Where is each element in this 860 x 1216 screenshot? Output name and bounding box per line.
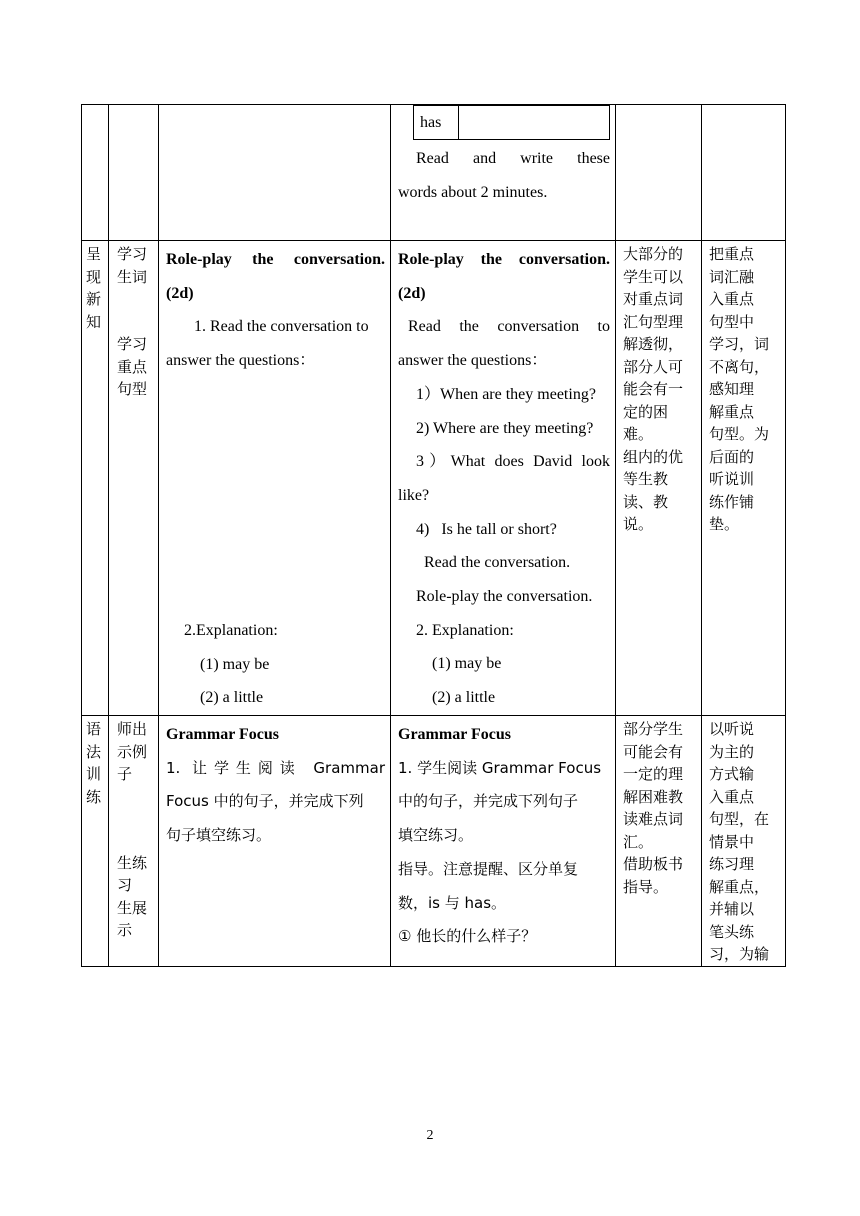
- difficulty-line: 大部分的: [623, 245, 684, 263]
- intent-line: 后面的: [709, 447, 755, 466]
- intent-line: 听说训: [709, 470, 755, 488]
- activity-cell: [109, 241, 159, 716]
- instruction-line: 填空练习。: [398, 826, 474, 845]
- activity-line: 生词: [117, 267, 148, 286]
- difficulty-line: 学生可以: [623, 267, 684, 286]
- activity-line: 生展: [117, 898, 148, 917]
- table-row: [82, 241, 786, 716]
- intent-cell: [702, 716, 786, 967]
- stage-char: 语: [86, 720, 102, 738]
- student-activity-cell: [391, 105, 616, 241]
- difficulty-line: 指导。: [623, 877, 669, 896]
- difficulty-line: 解困难教: [623, 787, 684, 806]
- teacher-activity-cell: [159, 105, 391, 241]
- difficulty-cell: [616, 716, 702, 967]
- explanation-item: (2) a little: [200, 689, 264, 707]
- intent-line: 解重点，: [709, 877, 770, 896]
- activity-line: 师出: [117, 720, 148, 738]
- intent-line: 感知理: [709, 380, 755, 398]
- teacher-activity-cell: [159, 716, 391, 967]
- difficulty-line: 组内的优: [623, 447, 684, 466]
- difficulty-cell: [616, 241, 702, 716]
- inner-cell-empty: [459, 106, 610, 140]
- intent-line: 方式输: [709, 765, 755, 783]
- explanation-item: (1) may be: [432, 655, 502, 673]
- method-line: words about 2 minutes.: [398, 183, 548, 201]
- section-title: (2d): [166, 284, 194, 302]
- question-item: like?: [398, 486, 430, 504]
- method-line: Read and write these: [416, 150, 610, 167]
- intent-line: 为主的: [709, 742, 755, 761]
- intent-line: 情景中: [709, 832, 755, 851]
- difficulty-line: 借助板书: [623, 855, 684, 873]
- stage-char: 训: [86, 765, 102, 783]
- instruction-line: 1. Read the conversation to: [194, 318, 369, 336]
- difficulty-line: 可能会有: [623, 742, 684, 761]
- section-title: (2d): [398, 284, 426, 302]
- intent-cell: [702, 105, 786, 241]
- intent-line: 并辅以: [709, 900, 755, 918]
- intent-line: 把重点: [709, 245, 755, 263]
- instruction-line: 数，is 与 has。: [398, 893, 507, 912]
- activity-line: 生练: [117, 853, 148, 872]
- section-title: Grammar Focus: [166, 726, 280, 743]
- activity-line: 学习: [117, 335, 148, 353]
- explanation-item: (2) a little: [432, 689, 496, 707]
- instruction-line: Read the conversation to: [408, 318, 610, 336]
- explanation-title: 2. Explanation:: [416, 621, 514, 639]
- instruction-line: 1. 学生阅读 Grammar Focus: [398, 758, 602, 777]
- instruction-line: Role-play the conversation.: [416, 588, 593, 606]
- intent-line: 入重点: [709, 290, 755, 308]
- difficulty-line: 解透彻，: [623, 335, 684, 353]
- difficulty-line: 汇。: [623, 832, 654, 851]
- stage-char: 现: [86, 267, 102, 286]
- intent-line: 解重点: [709, 402, 755, 421]
- stage-cell: [82, 105, 109, 241]
- page-number: 2: [426, 1128, 434, 1143]
- stage-cell: [82, 241, 109, 716]
- explanation-item: (1) may be: [200, 655, 270, 673]
- question-item: 4) Is he tall or short?: [416, 520, 557, 538]
- instruction-line: Read the conversation.: [424, 554, 571, 572]
- activity-line: 重点: [117, 357, 148, 376]
- difficulty-line: 读难点词: [623, 810, 684, 828]
- student-activity-cell: [391, 241, 616, 716]
- activity-line: 示例: [117, 742, 148, 761]
- activity-cell: [109, 716, 159, 967]
- intent-line: 入重点: [709, 787, 755, 806]
- stage-cell: [82, 716, 109, 967]
- difficulty-line: 汇句型理: [623, 312, 684, 331]
- intent-line: 句型中: [709, 312, 755, 331]
- difficulty-line: 定的困: [623, 402, 669, 421]
- instruction-line: 指导。注意提醒、区分单复: [398, 859, 579, 878]
- table-row: [414, 106, 610, 140]
- intent-line: 词汇融: [709, 267, 755, 286]
- difficulty-line: 读、教说。: [623, 492, 669, 533]
- table-row: [82, 716, 786, 967]
- instruction-line: 句子填空练习。: [166, 826, 272, 845]
- intent-line: 练习理: [709, 855, 755, 873]
- activity-line: 句型: [117, 380, 148, 398]
- intent-line: 句型，在: [709, 810, 770, 828]
- difficulty-line: 对重点词: [623, 290, 684, 308]
- instruction-line: answer the questions：: [166, 352, 316, 370]
- stage-char: 法: [86, 742, 102, 761]
- difficulty-line: 部分人可: [623, 357, 684, 376]
- instruction-line: ① 他长的什么样子？: [398, 927, 537, 946]
- difficulty-cell: [616, 105, 702, 241]
- instruction-line: Focus 中的句子，并完成下列: [166, 792, 364, 811]
- stage-char: 新: [86, 290, 102, 308]
- intent-line: 句型。为: [709, 425, 770, 443]
- intent-line: 学习，词: [709, 335, 770, 353]
- activity-cell: [109, 105, 159, 241]
- difficulty-line: 能会有一: [623, 380, 684, 398]
- activity-line: 子: [117, 765, 133, 783]
- table-row: [82, 105, 786, 241]
- stage-char: 练: [86, 787, 102, 806]
- explanation-title: 2.Explanation:: [184, 621, 278, 639]
- teacher-activity-cell: [159, 241, 391, 716]
- instruction-line: 1. 让学生阅读 Grammar: [166, 758, 385, 777]
- intent-cell: [702, 241, 786, 716]
- instruction-line: answer the questions：: [398, 352, 548, 370]
- section-title: Role-play the conversation.: [398, 251, 610, 268]
- activity-line: 习: [117, 876, 133, 894]
- section-title: Grammar Focus: [398, 726, 512, 743]
- difficulty-line: 等生教: [623, 470, 669, 488]
- stage-char: 知: [86, 312, 102, 331]
- question-item: 3）What does David look: [416, 453, 610, 471]
- student-activity-cell: [391, 716, 616, 967]
- inner-cell-has: has: [414, 106, 459, 140]
- difficulty-line: 一定的理: [623, 765, 684, 783]
- intent-line: 习，为输: [709, 945, 770, 963]
- question-item: 2) Where are they meeting?: [416, 419, 594, 437]
- intent-line: 不离句，: [709, 357, 770, 376]
- difficulty-line: 部分学生: [623, 720, 684, 738]
- lesson-plan-table: [81, 104, 786, 967]
- intent-line: 笔头练: [709, 922, 755, 941]
- question-item: 1）When are they meeting?: [416, 385, 596, 403]
- activity-line: 学习: [117, 245, 148, 263]
- instruction-line: 中的句子，并完成下列句子: [398, 792, 579, 811]
- intent-line: 练作铺: [709, 492, 755, 511]
- stage-char: 呈: [86, 245, 102, 263]
- inner-word-table: [413, 105, 610, 140]
- difficulty-line: 难。: [623, 425, 654, 443]
- section-title: Role-play the conversation.: [166, 251, 385, 268]
- activity-line: 示: [117, 921, 133, 939]
- intent-line: 垫。: [709, 515, 740, 533]
- intent-line: 以听说: [709, 720, 755, 738]
